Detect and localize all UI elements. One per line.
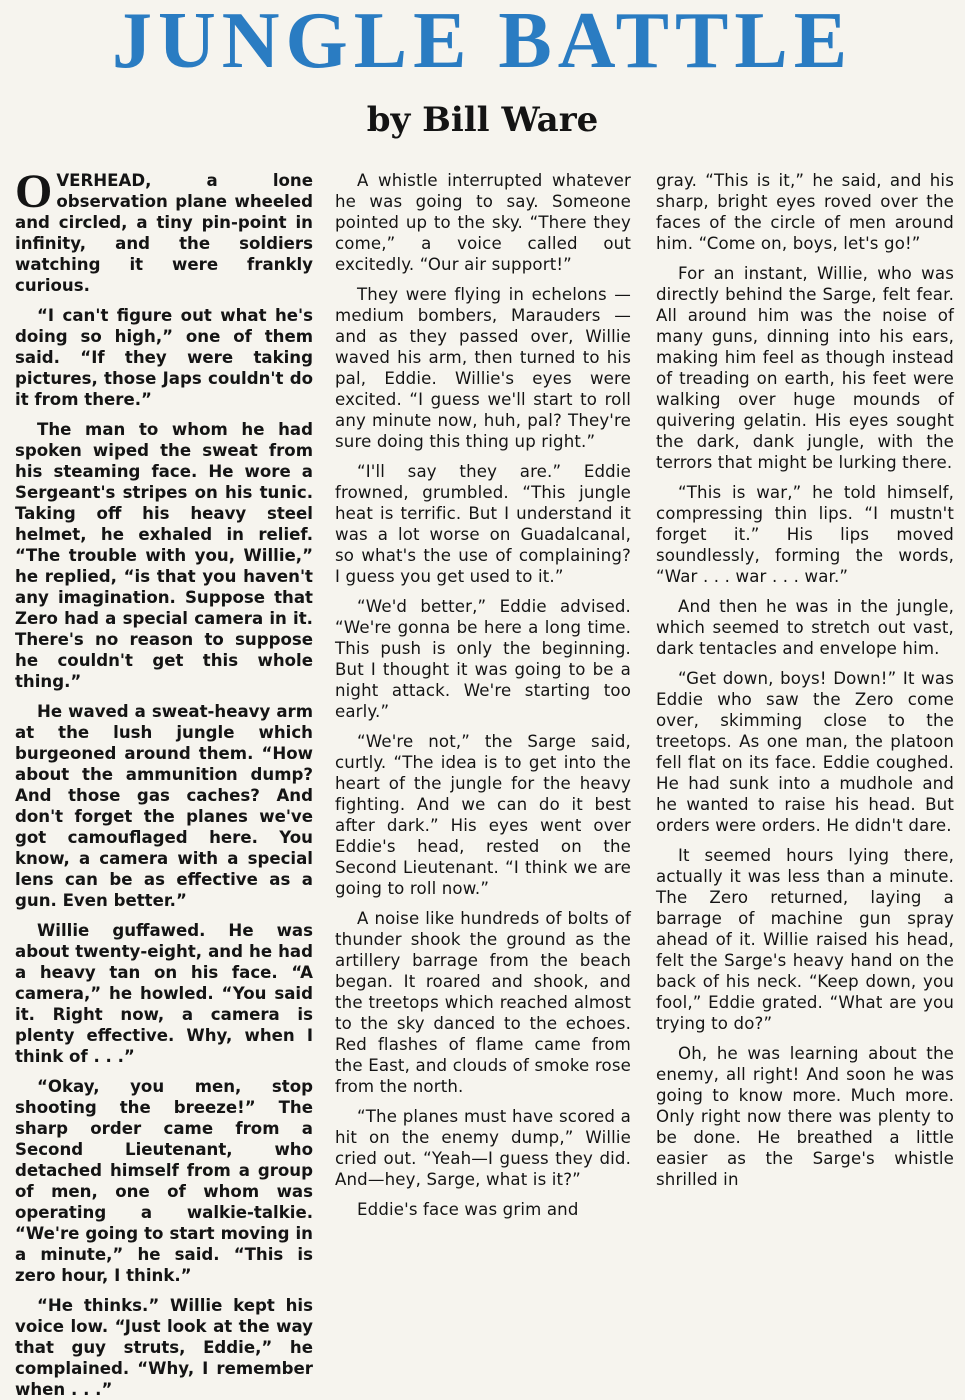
paragraph: Eddie's face was grim and [357,1200,579,1219]
paragraph: They were flying in echelons —medium bombers, Marauders —and as they passed over, Willie waved his arm, then turned to his pal, Eddie. Willie's eyes were excited. “I guess we'll start to roll any minute now, huh, pal? They're sure doing this thing up right.” [335,285,631,451]
paragraph: “Get down, boys! Down!” It was Eddie who saw the Zero come over, skimming close to the treetops. As one man, the platoon fell flat on its face. Eddie coughed. He had sunk into a mudhole and he wanted to raise his head. But orders were orders. He didn't dare. [656,669,954,835]
paragraph: “We'd better,” Eddie advised. “We're gonna be here a long time. This push is only the beginning. But I thought it was going to be a night attack. We're starting too early.” [335,597,631,721]
paragraph: “I'll say they are.” Eddie frowned, grumbled. “This jungle heat is terrific. But I understand it was a lot worse on Guadalcanal, so what's the use of complaining? I guess you get used to it.” [335,462,631,586]
paragraph: Willie guffawed. He was about twenty-eight, and he had a heavy tan on his face. “A camera,” he howled. “You said it. Right now, a camera is plenty effective. Why, when I think of . . .” [15,921,313,1066]
paragraph: “The planes must have scored a hit on the enemy dump,” Willie cried out. “Yeah—I guess they did. And—hey, Sarge, what is it?” [335,1107,631,1189]
paragraph: It seemed hours lying there, actually it was less than a minute. The Zero returned, laying a barrage of machine gun spray ahead of it. Willie raised his head, felt the Sarge's heavy hand on the back of his neck. “Keep down, you fool,” Eddie grated. “What are you trying to do?” [656,846,954,1033]
text-column-1 [15,165,313,1399]
paragraph: “I can't figure out what he's doing so high,” one of them said. “If they were taking pictures, those Japs couldn't do it from there.” [15,306,313,409]
story-title: JUNGLE BATTLE [111,0,854,85]
paragraph-text: a lone observation plane wheeled and circled, a tiny pin-point in infinity, and the soldiers watching it were frankly curious. [15,171,313,295]
paragraph: “Okay, you men, stop shooting the breeze!” The sharp order came from a Second Lieutenant, who detached himself from a group of men, one of whom was operating a walkie-talkie. “We're going to start moving in a minute,” he said. “This is zero hour, I think.” [15,1077,313,1285]
paragraph: A whistle interrupted whatever he was going to say. Someone pointed up to the sky. “There they come,” a voice called out excitedly. “Our air support!” [335,171,631,274]
paragraph: He waved a sweat-heavy arm at the lush jungle which burgeoned around them. “How about the ammunition dump? And those gas caches? And don't forget the planes we've got camouflaged here. You know, a camera with a special lens can be as effective as a gun. Even better.” [15,702,313,910]
paragraph: The man to whom he had spoken wiped the sweat from his steaming face. He wore a Sergeant's stripes on his tunic. Taking off his heavy steel helmet, he exhaled in relief. “The trouble with you, Willie,” he replied, “is that you haven't any imagination. Suppose that Zero had a special camera in it. There's no reason to suppose he couldn't get this whole thing.” [15,420,313,691]
lead-word: VERHEAD, [56,171,152,190]
paragraph: For an instant, Willie, who was directly behind the Sarge, felt fear. All around him was the noise of many guns, dinning into his ears, making him feel as though instead of treading on earth, his feet were walking over huge mounds of quivering gelatin. His eyes sought the dark, dank jungle, with the terrors that might be lurking there. [656,264,954,472]
paragraph: And then he was in the jungle, which seemed to stretch out vast, dark tentacles and envelope him. [656,597,954,658]
paragraph: Oh, he was learning about the enemy, all right! And soon he was going to know more. Much more. Only right now there was plenty to be done. He breathed a little easier as the Sarge's whistle shrilled in [656,1044,954,1189]
author-byline: by Bill Ware [366,100,599,140]
paragraph: gray. “This is it,” he said, and his sharp, bright eyes roved over the faces of the circle of men around him. “Come on, boys, let's go!” [656,171,954,253]
text-column-3 [656,170,954,1328]
paragraph: “He thinks.” Willie kept his voice low. “Just look at the way that guy struts, Eddie,” he complained. “Why, I remember when . . .” [15,1296,313,1399]
text-column-2 [335,170,631,1328]
paragraph: “This is war,” he told himself, compressing thin lips. “I mustn't forget it.” His lips moved soundlessly, forming the words, “War . . . war . . . war.” [656,483,954,586]
paragraph: “We're not,” the Sarge said, curtly. “The idea is to get into the heart of the jungle for the heavy fighting. And we can do it best after dark.” His eyes went over Eddie's head, rested on the Second Lieutenant. “I think we are going to roll now.” [335,732,631,898]
paragraph [15,165,313,296]
drop-cap: O [15,165,53,218]
paragraph: A noise like hundreds of bolts of thunder shook the ground as the artillery barrage from the beach began. It roared and shook, and the treetops which reached almost to the sky danced to the echoes. Red flashes of flame came from the East, and clouds of smoke rose from the north. [335,909,631,1096]
